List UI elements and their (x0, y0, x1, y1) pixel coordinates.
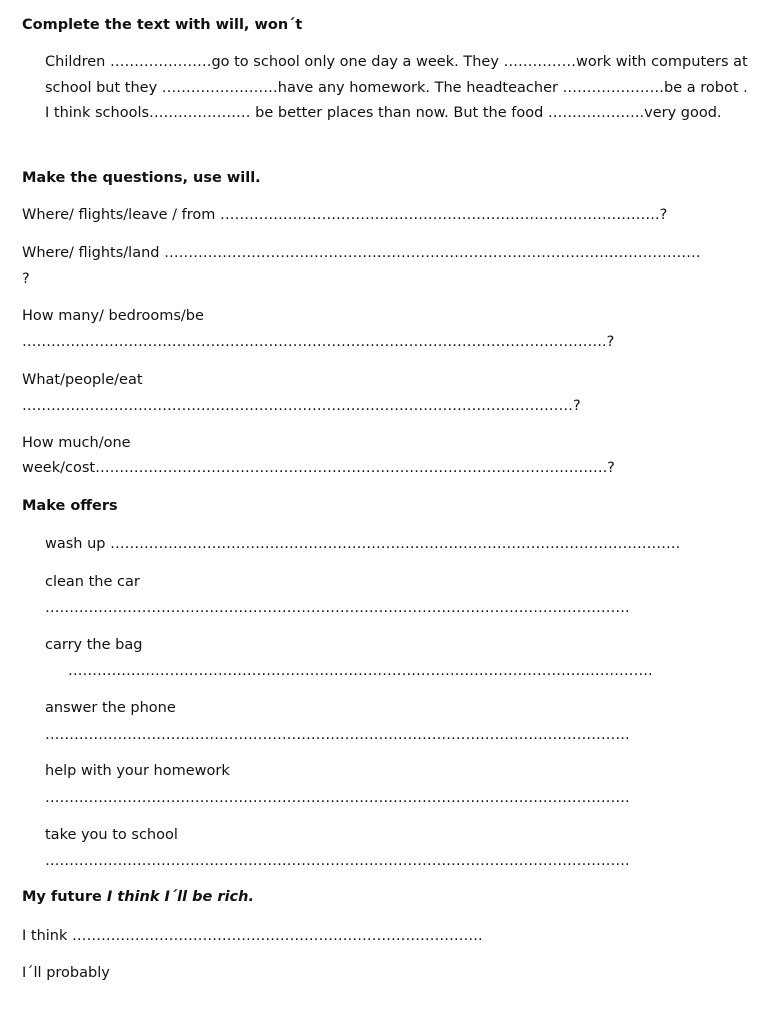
question-cost-answer: week/cost…………………………………………………………………………………………….? (22, 460, 615, 476)
question-land-line2: ? (22, 271, 30, 287)
question-eat-prompt: What/people/eat (22, 372, 143, 388)
offer-carry-bag-label: carry the bag (45, 637, 143, 653)
offer-answer-phone-label: answer the phone (45, 700, 176, 716)
future-ill-probably: I´ll probably (22, 965, 110, 981)
question-bedrooms-prompt: How many/ bedrooms/be (22, 308, 204, 324)
section-title-will-wont: Complete the text with will, won´t (22, 17, 303, 33)
offer-homework-label: help with your homework (45, 763, 230, 779)
offer-school-label: take you to school (45, 827, 178, 843)
offer-answer-phone-dots: …………………………………………………………………………………………………………. (45, 727, 630, 743)
section-title-my-future (22, 888, 254, 906)
question-leave-from: Where/ flights/leave / from ……………………………………………………………………………….? (22, 207, 668, 223)
offer-school-dots: …………………………………………………………………………………………………………. (45, 853, 630, 869)
offer-carry-bag-dots: …………………………………………………………………………………………………………. (68, 663, 653, 679)
section-title-offers: Make offers (22, 498, 118, 514)
offer-clean-car-dots: …………………………………………………………………………………………………………. (45, 600, 630, 616)
question-land-line1: Where/ flights/land ………………………………………………………………………………………………… (22, 245, 701, 261)
my-future-label: My future (22, 889, 107, 905)
question-bedrooms-answer: ………………………………………………………………………………………………………….? (22, 334, 615, 350)
question-cost-prompt: How much/one (22, 435, 131, 451)
offer-homework-dots: …………………………………………………………………………………………………………. (45, 790, 630, 806)
offer-clean-car-label: clean the car (45, 574, 140, 590)
section-title-questions: Make the questions, use will. (22, 170, 261, 186)
future-i-think: I think …………………………………………………………………………. (22, 928, 483, 944)
offer-wash-up: wash up ………………………………………………………………………………………………………. (45, 536, 681, 552)
my-future-example: I think I´ll be rich. (106, 889, 254, 905)
question-eat-answer: ……………………………………………………………………………………………………? (22, 398, 581, 414)
fill-in-paragraph: Children …………………go to school only one day a week. They ……………work with computers at school but they ……………………have any homework. The headteacher …………………be a robot . I think schools………………… be better places than now. But the food ………………..very good. (45, 54, 748, 121)
